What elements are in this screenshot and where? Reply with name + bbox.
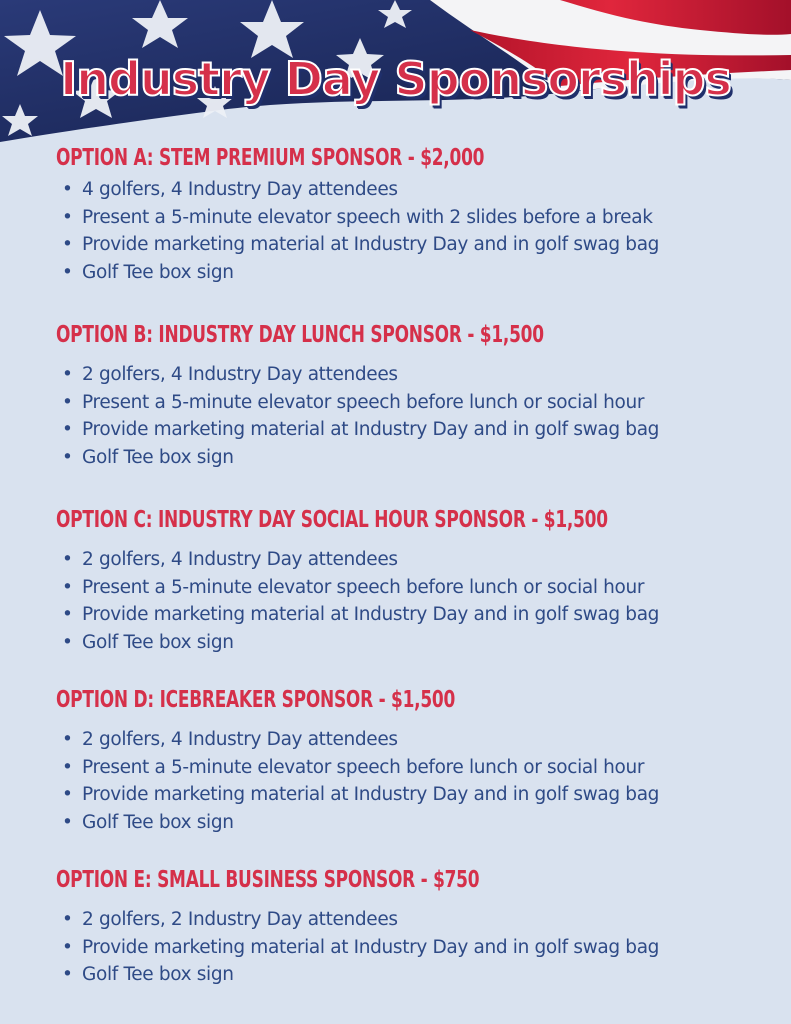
- benefit-list: [56, 546, 776, 656]
- list-item: • Provide marketing material at Industry Day and in golf swag bag: [62, 934, 776, 962]
- list-item: • Present a 5-minute elevator speech with 2 slides before a break: [62, 204, 776, 232]
- list-item: • Golf Tee box sign: [62, 961, 776, 989]
- option-c: [56, 502, 776, 656]
- option-heading: OPTION E: SMALL BUSINESS SPONSOR - $750: [56, 867, 480, 893]
- list-item: • Present a 5-minute elevator speech before lunch or social hour: [62, 574, 776, 602]
- list-item: • Golf Tee box sign: [62, 259, 776, 287]
- option-d: [56, 682, 776, 836]
- list-item: • Present a 5-minute elevator speech before lunch or social hour: [62, 389, 776, 417]
- list-item: • Provide marketing material at Industry Day and in golf swag bag: [62, 231, 776, 259]
- option-a: [56, 140, 776, 286]
- list-item: • 2 golfers, 2 Industry Day attendees: [62, 906, 776, 934]
- sponsorship-options: [56, 140, 776, 989]
- list-item: • Present a 5-minute elevator speech before lunch or social hour: [62, 754, 776, 782]
- list-item: • Provide marketing material at Industry Day and in golf swag bag: [62, 601, 776, 629]
- option-heading: OPTION C: INDUSTRY DAY SOCIAL HOUR SPONSOR - $1,500: [56, 507, 608, 533]
- benefit-list: [56, 906, 776, 989]
- option-heading: OPTION B: INDUSTRY DAY LUNCH SPONSOR - $1,500: [56, 322, 544, 348]
- list-item: • 2 golfers, 4 Industry Day attendees: [62, 726, 776, 754]
- list-item: • Golf Tee box sign: [62, 629, 776, 657]
- option-heading: OPTION A: STEM PREMIUM SPONSOR - $2,000: [56, 145, 485, 171]
- list-item: • 2 golfers, 4 Industry Day attendees: [62, 361, 776, 389]
- list-item: • Provide marketing material at Industry Day and in golf swag bag: [62, 781, 776, 809]
- page-title: Industry Day Sponsorships: [60, 52, 731, 106]
- option-heading: OPTION D: ICEBREAKER SPONSOR - $1,500: [56, 687, 456, 713]
- option-b: [56, 317, 776, 471]
- list-item: • Golf Tee box sign: [62, 809, 776, 837]
- list-item: • 2 golfers, 4 Industry Day attendees: [62, 546, 776, 574]
- benefit-list: [56, 176, 776, 286]
- list-item: • Golf Tee box sign: [62, 444, 776, 472]
- list-item: • 4 golfers, 4 Industry Day attendees: [62, 176, 776, 204]
- benefit-list: [56, 726, 776, 836]
- option-e: [56, 862, 776, 989]
- list-item: • Provide marketing material at Industry Day and in golf swag bag: [62, 416, 776, 444]
- benefit-list: [56, 361, 776, 471]
